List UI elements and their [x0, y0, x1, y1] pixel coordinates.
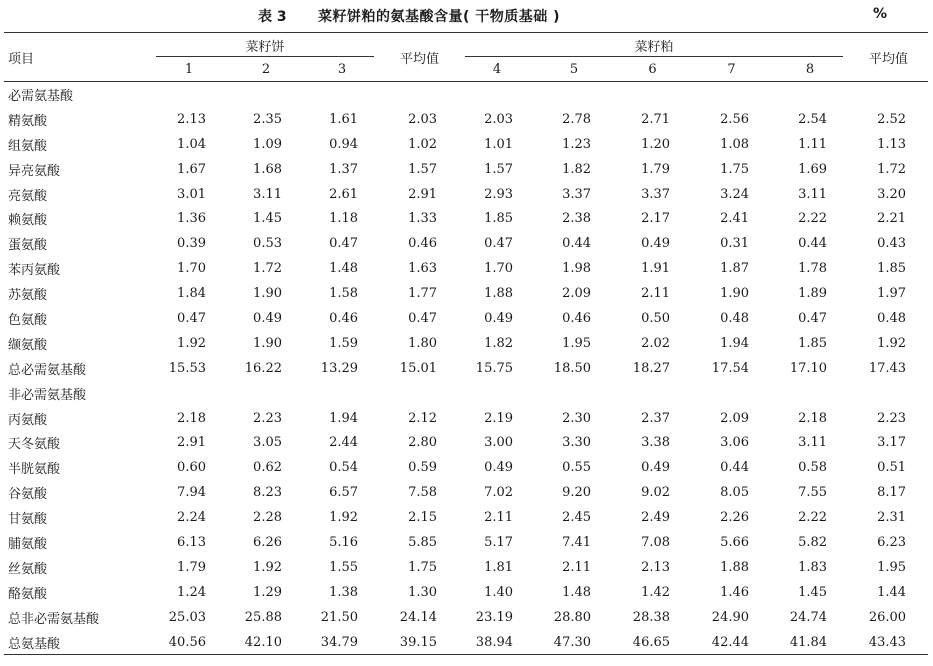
section-row: [4, 381, 928, 406]
table-row: [4, 480, 928, 505]
header-sample: 7: [727, 61, 736, 77]
value-cell: 2.56: [720, 111, 750, 127]
header-item: 项目: [8, 51, 35, 67]
value-cell: 6.13: [177, 534, 206, 550]
value-cell: 0.44: [720, 460, 750, 476]
value-cell: 3.00: [484, 435, 514, 451]
table-row: [4, 406, 928, 431]
value-cell: 2.38: [562, 211, 592, 227]
value-cell: 0.55: [562, 460, 592, 476]
value-cell: [613, 381, 692, 406]
group-meal-label: 菜籽粕: [634, 39, 674, 55]
value-cell: 1.20: [641, 136, 671, 152]
value-cell: 16.22: [244, 360, 282, 376]
value-cell: [771, 82, 849, 107]
value-cell: [228, 82, 304, 107]
value-cell: 2.18: [798, 410, 828, 426]
value-cell: 25.88: [244, 609, 282, 625]
section-row: [4, 82, 928, 107]
value-cell: 2.26: [720, 510, 750, 526]
value-cell: 1.09: [253, 136, 282, 152]
value-cell: 1.37: [329, 161, 359, 177]
unit-label: %: [873, 6, 888, 22]
value-cell: 2.22: [798, 211, 828, 227]
value-cell: 5.17: [484, 534, 514, 550]
value-cell: 6.26: [253, 534, 282, 550]
value-cell: [150, 82, 228, 107]
value-cell: 2.71: [641, 111, 671, 127]
value-cell: 1.46: [720, 584, 750, 600]
value-cell: 2.15: [408, 510, 438, 526]
value-cell: 1.83: [798, 559, 828, 575]
value-cell: 17.54: [711, 360, 750, 376]
value-cell: [380, 82, 459, 107]
value-cell: 34.79: [320, 634, 359, 650]
header-sample: 5: [569, 61, 579, 77]
value-cell: 1.33: [408, 211, 438, 227]
value-cell: 1.67: [177, 161, 206, 177]
value-cell: 0.54: [329, 460, 359, 476]
value-cell: 46.65: [632, 634, 671, 650]
header-group-cake: [150, 33, 380, 58]
value-cell: 0.31: [720, 236, 750, 252]
table-row: [4, 580, 928, 605]
value-cell: 1.08: [720, 136, 750, 152]
value-cell: 1.90: [720, 286, 750, 302]
value-cell: 15.53: [168, 360, 206, 376]
value-cell: 1.98: [562, 261, 592, 277]
value-cell: 1.57: [408, 161, 438, 177]
value-cell: 3.37: [641, 186, 671, 202]
value-cell: 7.94: [177, 485, 206, 501]
value-cell: [459, 381, 535, 406]
value-cell: 3.17: [877, 435, 907, 451]
value-cell: 1.92: [329, 510, 359, 526]
row-label: 组氨酸: [8, 138, 48, 154]
value-cell: 2.52: [877, 111, 907, 127]
row-label: 半胱氨酸: [8, 462, 61, 478]
value-cell: 24.74: [789, 609, 828, 625]
value-cell: 1.36: [177, 211, 206, 227]
group-cake-rule: [156, 56, 374, 57]
value-cell: 17.43: [868, 360, 907, 376]
table-row: [4, 132, 928, 157]
value-cell: 3.37: [562, 186, 592, 202]
value-cell: 2.35: [253, 111, 282, 127]
value-cell: 1.42: [641, 584, 671, 600]
row-label: 谷氨酸: [8, 487, 48, 503]
value-cell: 3.01: [177, 186, 206, 202]
value-cell: 6.57: [329, 485, 359, 501]
value-cell: 2.93: [484, 186, 514, 202]
value-cell: 2.13: [177, 111, 206, 127]
value-cell: 2.11: [641, 286, 671, 302]
value-cell: [692, 381, 771, 406]
value-cell: [535, 82, 613, 107]
value-cell: 0.47: [329, 236, 359, 252]
value-cell: 2.09: [562, 286, 592, 302]
value-cell: 0.47: [177, 310, 206, 326]
value-cell: 1.48: [562, 584, 592, 600]
value-cell: 21.50: [320, 609, 359, 625]
value-cell: 40.56: [168, 634, 206, 650]
value-cell: 3.11: [253, 186, 282, 202]
value-cell: 1.40: [484, 584, 514, 600]
value-cell: 1.80: [408, 335, 438, 351]
value-cell: [849, 381, 928, 406]
value-cell: 2.17: [641, 211, 671, 227]
value-cell: 0.59: [408, 460, 438, 476]
value-cell: 2.02: [641, 335, 671, 351]
value-cell: 6.23: [877, 534, 907, 550]
value-cell: 1.30: [408, 584, 438, 600]
row-label: 天冬氨酸: [8, 437, 61, 453]
value-cell: 0.53: [253, 236, 282, 252]
value-cell: 1.97: [877, 286, 907, 302]
value-cell: 0.49: [484, 460, 514, 476]
value-cell: 8.23: [253, 485, 282, 501]
value-cell: 1.75: [720, 161, 750, 177]
table-row: [4, 505, 928, 530]
table-row: [4, 206, 928, 231]
value-cell: 1.95: [562, 335, 592, 351]
value-cell: 0.48: [720, 310, 750, 326]
value-cell: 2.44: [329, 435, 359, 451]
table-row: [4, 157, 928, 182]
table-row: [4, 430, 928, 455]
value-cell: 2.31: [877, 510, 907, 526]
value-cell: 1.70: [484, 261, 514, 277]
value-cell: 1.55: [329, 559, 359, 575]
value-cell: 0.46: [562, 310, 592, 326]
value-cell: 25.03: [168, 609, 206, 625]
value-cell: 42.10: [244, 634, 282, 650]
value-cell: 3.30: [562, 435, 592, 451]
value-cell: 43.43: [868, 634, 907, 650]
value-cell: 7.08: [641, 534, 671, 550]
row-label: 总氨基酸: [8, 636, 61, 652]
value-cell: 2.24: [177, 510, 206, 526]
value-cell: 2.45: [562, 510, 592, 526]
value-cell: 28.80: [553, 609, 592, 625]
value-cell: 0.58: [798, 460, 828, 476]
value-cell: 1.69: [798, 161, 828, 177]
value-cell: 1.87: [720, 261, 750, 277]
value-cell: 7.58: [408, 485, 438, 501]
value-cell: 0.50: [641, 310, 671, 326]
value-cell: 47.30: [553, 634, 592, 650]
value-cell: [771, 381, 849, 406]
value-cell: 28.38: [632, 609, 671, 625]
value-cell: 0.49: [641, 236, 671, 252]
header-group-meal: [459, 33, 849, 58]
value-cell: 2.11: [562, 559, 592, 575]
value-cell: 0.48: [877, 310, 907, 326]
value-cell: 1.61: [329, 111, 359, 127]
value-cell: 3.05: [253, 435, 282, 451]
table-row: [4, 605, 928, 630]
table-row: [4, 555, 928, 580]
value-cell: 5.85: [408, 534, 438, 550]
value-cell: 0.43: [877, 236, 907, 252]
value-cell: 1.94: [720, 335, 750, 351]
value-cell: 2.11: [484, 510, 514, 526]
value-cell: 0.49: [253, 310, 282, 326]
value-cell: 1.38: [329, 584, 359, 600]
value-cell: 1.72: [877, 161, 907, 177]
value-cell: [849, 82, 928, 107]
value-cell: 1.85: [877, 261, 907, 277]
value-cell: 2.09: [720, 410, 750, 426]
value-cell: 2.22: [798, 510, 828, 526]
value-cell: 13.29: [320, 360, 359, 376]
value-cell: 17.10: [789, 360, 828, 376]
value-cell: 0.51: [877, 460, 907, 476]
section-label: 非必需氨基酸: [8, 387, 87, 403]
value-cell: 1.78: [798, 261, 828, 277]
value-cell: 2.78: [562, 111, 592, 127]
value-cell: [613, 82, 692, 107]
value-cell: [692, 82, 771, 107]
value-cell: 0.44: [798, 236, 828, 252]
value-cell: 8.17: [877, 485, 907, 501]
value-cell: 1.81: [484, 559, 514, 575]
header-sample: 6: [648, 61, 657, 77]
value-cell: 2.03: [484, 111, 514, 127]
value-cell: 0.46: [329, 310, 359, 326]
value-cell: [228, 381, 304, 406]
value-cell: 15.75: [475, 360, 514, 376]
table-caption: [0, 4, 933, 26]
row-label: 缬氨酸: [8, 337, 48, 353]
value-cell: 1.82: [562, 161, 592, 177]
value-cell: 0.49: [641, 460, 671, 476]
row-label: 甘氨酸: [8, 512, 48, 528]
value-cell: [304, 82, 380, 107]
value-cell: 2.30: [562, 410, 592, 426]
row-label: 酪氨酸: [8, 586, 48, 602]
row-label: 色氨酸: [8, 312, 48, 328]
section-label: 必需氨基酸: [8, 88, 74, 104]
table-body: [4, 82, 928, 655]
value-cell: 1.44: [877, 584, 907, 600]
value-cell: 1.92: [877, 335, 907, 351]
value-cell: 2.91: [177, 435, 206, 451]
value-cell: [150, 381, 228, 406]
value-cell: 0.49: [484, 310, 514, 326]
value-cell: 2.18: [177, 410, 206, 426]
value-cell: 1.85: [484, 211, 514, 227]
value-cell: 1.57: [484, 161, 514, 177]
table-row: [4, 256, 928, 281]
value-cell: 2.03: [408, 111, 438, 127]
value-cell: 1.48: [329, 261, 359, 277]
value-cell: 2.49: [641, 510, 671, 526]
value-cell: 1.89: [798, 286, 828, 302]
value-cell: 1.88: [484, 286, 514, 302]
group-cake-label: 菜籽饼: [245, 39, 285, 55]
value-cell: 7.55: [798, 485, 828, 501]
value-cell: 2.23: [877, 410, 907, 426]
value-cell: 8.05: [720, 485, 750, 501]
value-cell: 2.61: [329, 186, 359, 202]
row-label: 亮氨酸: [8, 188, 48, 204]
value-cell: 7.41: [562, 534, 592, 550]
value-cell: 1.90: [253, 335, 282, 351]
value-cell: 2.28: [253, 510, 282, 526]
value-cell: 42.44: [711, 634, 750, 650]
value-cell: 9.02: [641, 485, 671, 501]
table-row: [4, 530, 928, 555]
value-cell: 3.24: [720, 186, 750, 202]
value-cell: 1.84: [177, 286, 206, 302]
table-row: [4, 306, 928, 331]
value-cell: 1.59: [329, 335, 359, 351]
value-cell: 9.20: [562, 485, 592, 501]
table-row: [4, 331, 928, 356]
value-cell: 0.39: [177, 236, 206, 252]
value-cell: 1.95: [877, 559, 907, 575]
value-cell: 2.91: [408, 186, 438, 202]
value-cell: 1.72: [253, 261, 282, 277]
value-cell: 1.11: [798, 136, 828, 152]
value-cell: 1.79: [641, 161, 671, 177]
table-row: [4, 107, 928, 132]
row-label: 精氨酸: [8, 113, 48, 129]
value-cell: 0.47: [484, 236, 514, 252]
value-cell: 1.94: [329, 410, 359, 426]
value-cell: 2.37: [641, 410, 671, 426]
value-cell: 24.90: [711, 609, 750, 625]
value-cell: 5.66: [720, 534, 750, 550]
value-cell: 3.38: [641, 435, 671, 451]
value-cell: 1.92: [253, 559, 282, 575]
value-cell: 1.70: [177, 261, 206, 277]
value-cell: 1.45: [253, 211, 282, 227]
row-label: 赖氨酸: [8, 213, 48, 229]
value-cell: 1.23: [562, 136, 592, 152]
value-cell: 1.85: [798, 335, 828, 351]
value-cell: 1.04: [177, 136, 206, 152]
table-row: [4, 455, 928, 480]
header-sample: 8: [805, 61, 815, 77]
value-cell: 15.01: [399, 360, 438, 376]
value-cell: 2.19: [484, 410, 514, 426]
row-label: 异亮氨酸: [8, 163, 61, 179]
value-cell: 3.11: [798, 186, 828, 202]
row-label: 总非必需氨基酸: [8, 611, 100, 627]
value-cell: 1.02: [408, 136, 438, 152]
value-cell: 7.02: [484, 485, 514, 501]
value-cell: 2.21: [877, 211, 907, 227]
value-cell: 3.20: [877, 186, 907, 202]
value-cell: 0.47: [798, 310, 828, 326]
value-cell: 1.18: [329, 211, 359, 227]
value-cell: 1.79: [177, 559, 206, 575]
row-label: 丝氨酸: [8, 561, 48, 577]
value-cell: 2.12: [408, 410, 438, 426]
header-sample: 3: [337, 61, 347, 77]
value-cell: 1.01: [484, 136, 514, 152]
value-cell: 1.88: [720, 559, 750, 575]
value-cell: 2.23: [253, 410, 282, 426]
value-cell: 3.06: [720, 435, 750, 451]
value-cell: 18.27: [632, 360, 671, 376]
table-title: 菜籽饼粕的氨基酸含量( 干物质基础 ): [318, 9, 561, 25]
value-cell: 41.84: [789, 634, 828, 650]
value-cell: 0.44: [562, 236, 592, 252]
value-cell: 39.15: [399, 634, 438, 650]
value-cell: 2.80: [408, 435, 438, 451]
table-row: [4, 231, 928, 256]
value-cell: [535, 381, 613, 406]
value-cell: 1.92: [177, 335, 206, 351]
header-meal-average: 平均值: [869, 51, 909, 67]
row-label: 总必需氨基酸: [8, 362, 87, 378]
header-sample: 1: [184, 61, 194, 77]
value-cell: 26.00: [868, 609, 907, 625]
value-cell: 2.13: [641, 559, 671, 575]
row-label: 脯氨酸: [8, 536, 48, 552]
value-cell: 1.45: [798, 584, 828, 600]
value-cell: 1.91: [641, 261, 671, 277]
value-cell: 0.62: [253, 460, 282, 476]
value-cell: [459, 82, 535, 107]
value-cell: 0.94: [329, 136, 359, 152]
table-row: [4, 630, 928, 655]
value-cell: 18.50: [553, 360, 592, 376]
group-meal-rule: [465, 56, 843, 57]
value-cell: 1.68: [253, 161, 282, 177]
value-cell: 1.82: [484, 335, 514, 351]
value-cell: 1.29: [253, 584, 282, 600]
value-cell: 2.54: [798, 111, 828, 127]
value-cell: 2.41: [720, 211, 750, 227]
table-number: 表 3: [258, 9, 287, 25]
header-sample: 4: [492, 61, 502, 77]
value-cell: 1.63: [408, 261, 438, 277]
value-cell: 1.90: [253, 286, 282, 302]
row-label: 苏氨酸: [8, 288, 48, 304]
table-row: [4, 182, 928, 207]
value-cell: 0.60: [177, 460, 206, 476]
value-cell: 24.14: [399, 609, 438, 625]
row-label: 蛋氨酸: [8, 238, 48, 254]
value-cell: [380, 381, 459, 406]
amino-acid-table: [4, 32, 928, 655]
value-cell: 1.77: [408, 286, 438, 302]
value-cell: 5.16: [329, 534, 359, 550]
header-sample: 2: [261, 61, 271, 77]
value-cell: 3.11: [798, 435, 828, 451]
table-row: [4, 281, 928, 306]
row-label: 丙氨酸: [8, 412, 48, 428]
value-cell: 0.46: [408, 236, 438, 252]
value-cell: 1.58: [329, 286, 359, 302]
value-cell: 23.19: [475, 609, 514, 625]
header-cake-average: 平均值: [400, 51, 440, 67]
value-cell: 1.13: [877, 136, 907, 152]
value-cell: 1.24: [177, 584, 206, 600]
row-label: 苯丙氨酸: [8, 263, 61, 279]
value-cell: 1.75: [408, 559, 438, 575]
value-cell: [304, 381, 380, 406]
value-cell: 0.47: [408, 310, 438, 326]
value-cell: 38.94: [475, 634, 514, 650]
table-row: [4, 356, 928, 381]
value-cell: 5.82: [798, 534, 828, 550]
